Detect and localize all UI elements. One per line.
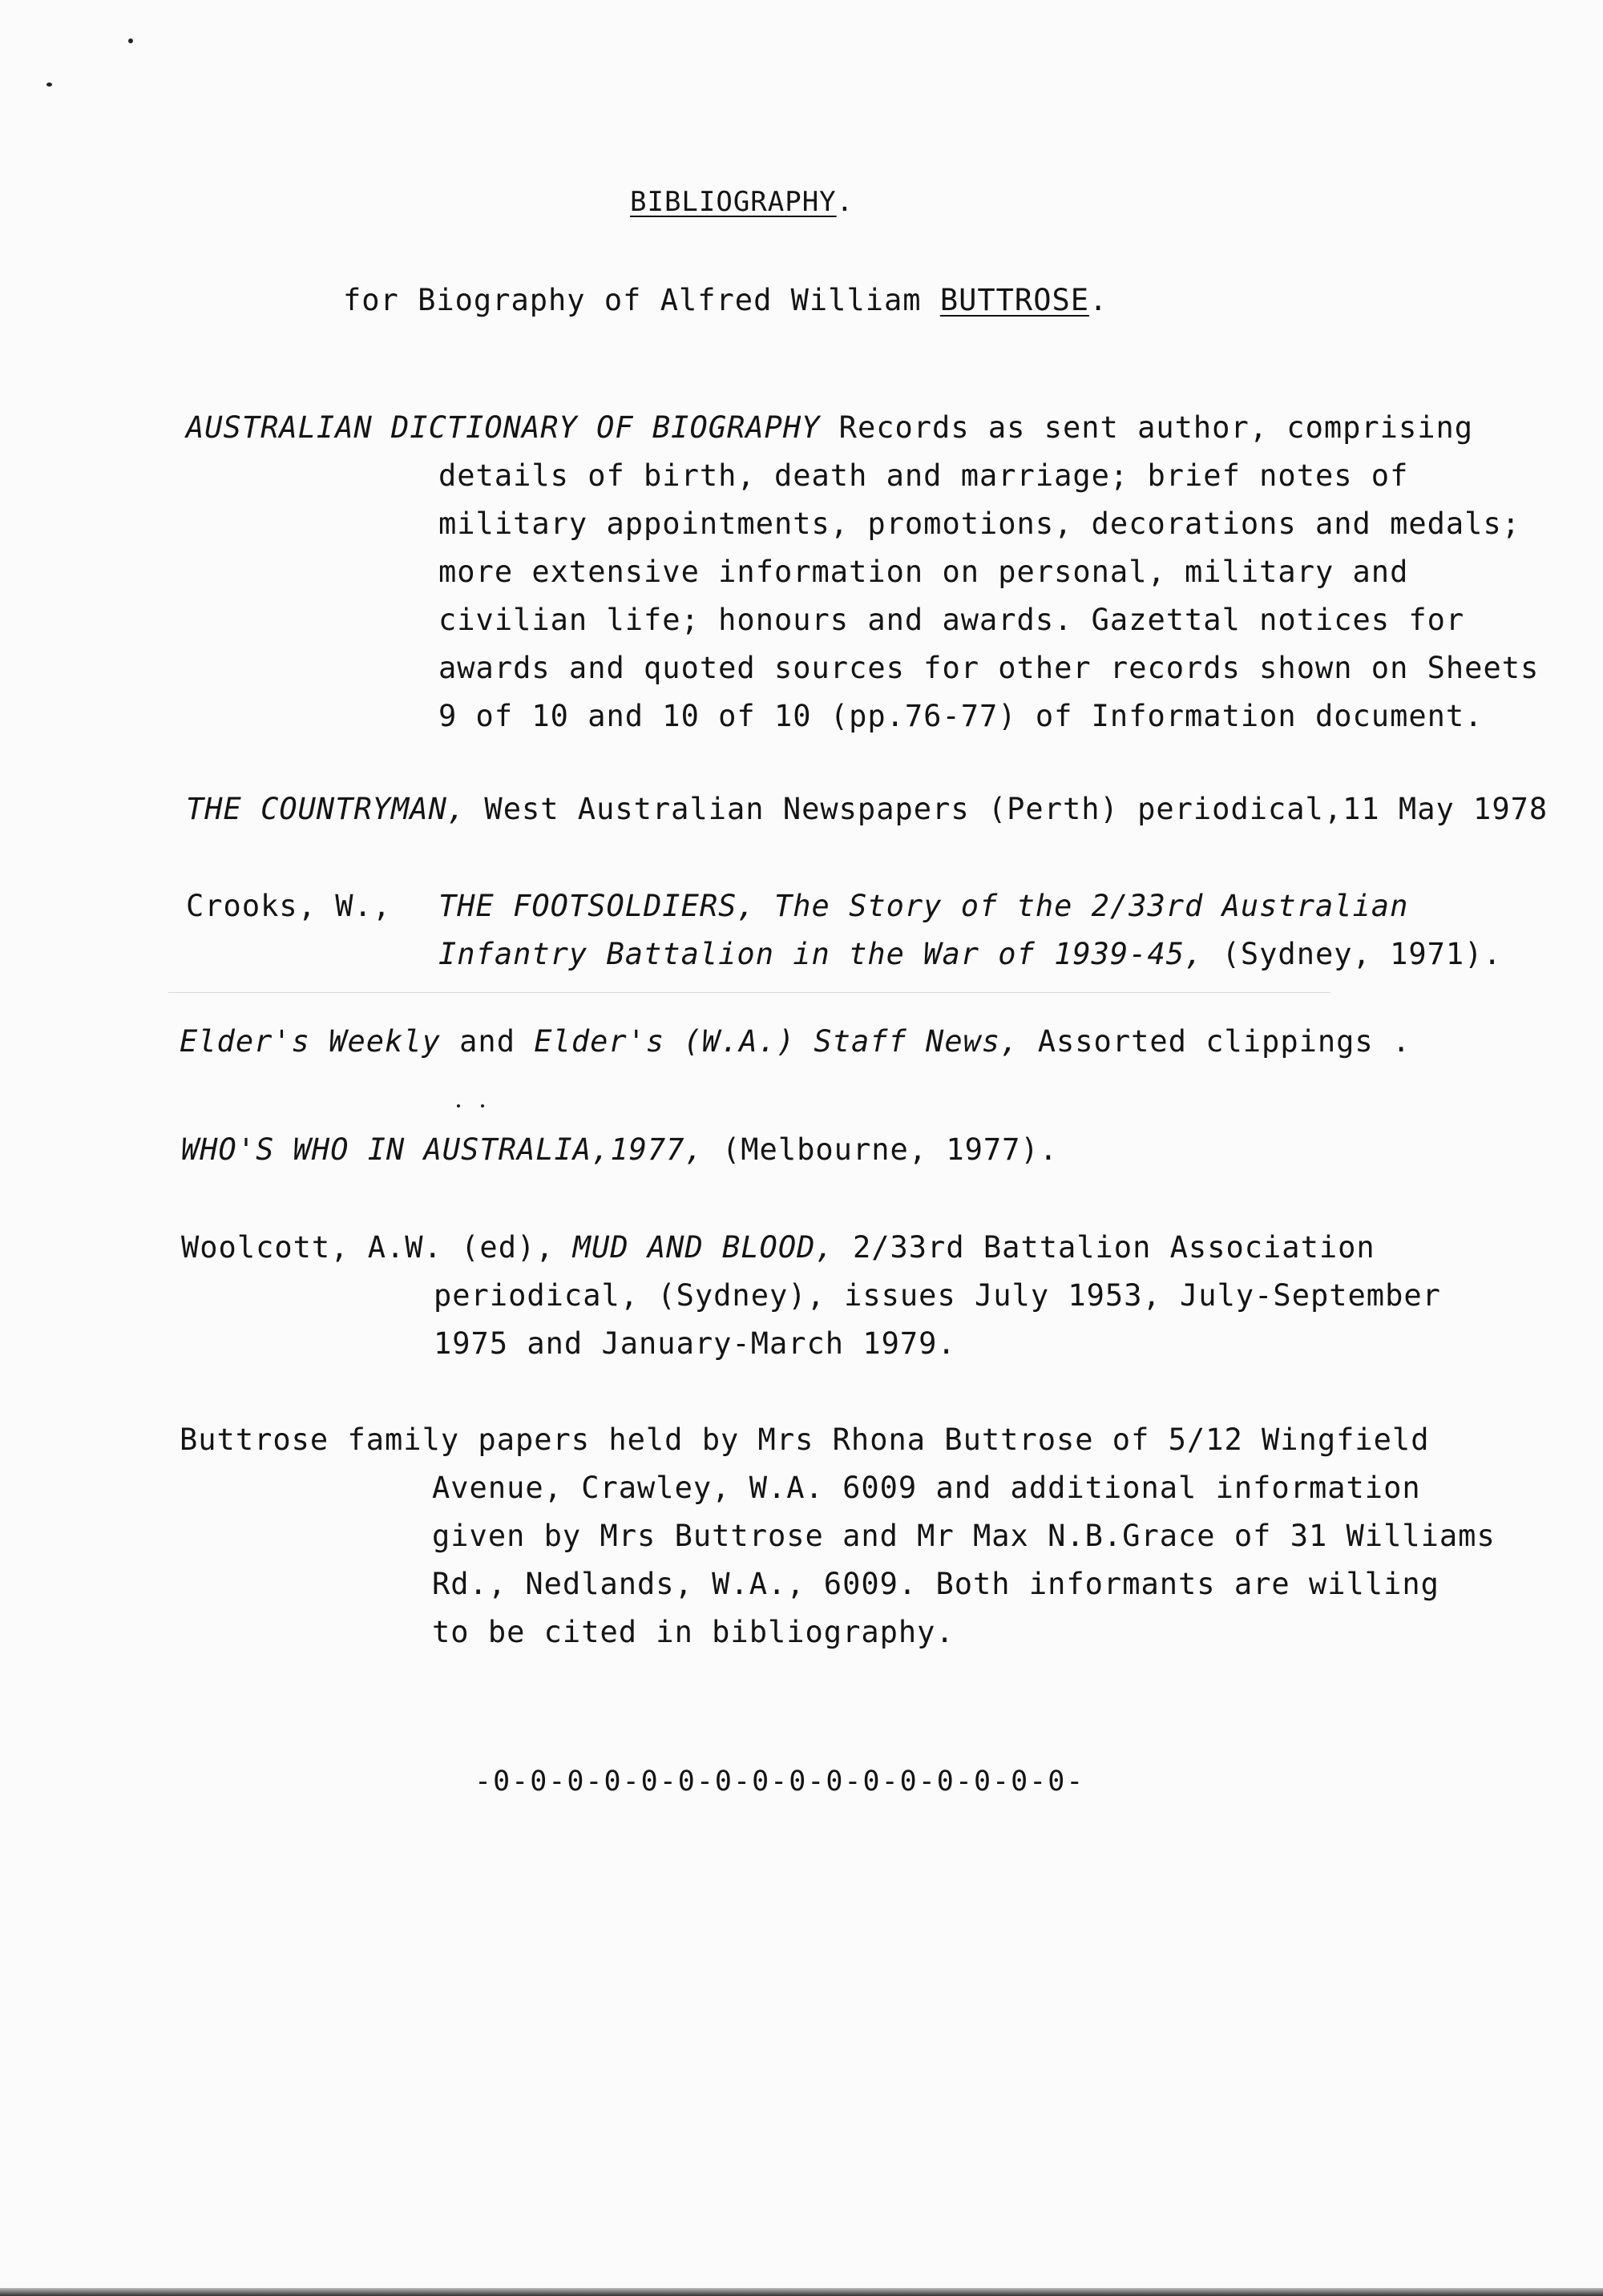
entry-title: THE COUNTRYMAN, xyxy=(186,792,466,826)
entry-text: West Australian Newspapers (Perth) periodical,11 May 1978 xyxy=(466,792,1548,826)
entry-countryman xyxy=(186,785,1548,833)
entry-woolcott xyxy=(181,1224,1441,1368)
entry-text: Records as sent author, comprising xyxy=(820,410,1474,445)
entry-line: Buttrose family papers held by Mrs Rhona Buttrose of 5/12 Wingfield xyxy=(180,1422,1430,1457)
entry-line: details of birth, death and marriage; brief notes of xyxy=(438,458,1409,493)
paper-speck xyxy=(457,1104,460,1108)
title-text: BIBLIOGRAPHY xyxy=(630,186,837,218)
section-separator: -0-0-0-0-0-0-0-0-0-0-0-0-0-0-0-0- xyxy=(474,1765,1085,1798)
entry-line: awards and quoted sources for other records shown on Sheets xyxy=(438,651,1540,685)
entry-line xyxy=(180,1018,1411,1066)
entry-title: Elder's (W.A.) Staff News, xyxy=(534,1024,1020,1059)
entry-subtitle: The Story of the 2/33rd Australian xyxy=(755,889,1409,923)
entry-title: MUD AND BLOOD, xyxy=(572,1230,834,1265)
entry-title: WHO'S WHO IN AUSTRALIA,1977, xyxy=(181,1132,704,1167)
entry-line: civilian life; honours and awards. Gazettal notices for xyxy=(438,603,1465,637)
entry-title: AUSTRALIAN DICTIONARY OF BIOGRAPHY xyxy=(186,410,821,445)
entry-author: Crooks, W., xyxy=(186,889,392,923)
paper-speck xyxy=(128,38,133,43)
subtitle-name: BUTTROSE xyxy=(939,283,1090,317)
entry-line: 9 of 10 and 10 of 10 (pp.76-77) of Information document. xyxy=(438,699,1484,733)
page-subtitle xyxy=(343,283,1108,317)
scan-bottom-edge xyxy=(0,2288,1603,2296)
entry-line: to be cited in bibliography. xyxy=(432,1615,955,1649)
paper-speck xyxy=(46,83,52,87)
entry-crooks xyxy=(186,882,1502,979)
entry-line xyxy=(186,785,1548,833)
entry-elders xyxy=(180,1018,1411,1066)
entry-text: Assorted clippings . xyxy=(1019,1024,1411,1059)
entry-line: Rd., Nedlands, W.A., 6009. Both informants are willing xyxy=(432,1567,1439,1601)
entry-line xyxy=(186,930,1502,979)
entry-subtitle: Infantry Battalion in the War of 1939-45, xyxy=(438,937,1204,971)
entry-family-papers xyxy=(180,1416,1496,1656)
entry-text: (Sydney, 1971). xyxy=(1203,937,1502,971)
entry-line xyxy=(186,882,1502,930)
entry-text: (Melbourne, 1977). xyxy=(703,1132,1058,1167)
entry-title: Elder's Weekly xyxy=(180,1024,441,1059)
entry-line: 1975 and January-March 1979. xyxy=(434,1326,956,1361)
title-period: . xyxy=(836,186,854,218)
entry-line: given by Mrs Buttrose and Mr Max N.B.Grace of 31 Williams xyxy=(432,1519,1496,1553)
entry-line xyxy=(181,1224,1441,1272)
subtitle-period: . xyxy=(1089,283,1108,317)
entry-text: 2/33rd Battalion Association xyxy=(834,1230,1375,1265)
entry-line xyxy=(186,404,1539,452)
entry-title: THE FOOTSOLDIERS, xyxy=(438,889,756,923)
entry-text: and xyxy=(440,1024,535,1059)
entry-whoswho xyxy=(181,1126,1058,1174)
entry-line: periodical, (Sydney), issues July 1953, July-September xyxy=(434,1278,1441,1313)
entry-line xyxy=(181,1126,1058,1174)
entry-adb xyxy=(186,404,1539,740)
entry-line: more extensive information on personal, military and xyxy=(438,555,1409,589)
subtitle-prefix: for Biography of Alfred William xyxy=(343,283,940,317)
scan-artifact-line xyxy=(168,992,1330,993)
page-title xyxy=(630,186,854,218)
paper-speck xyxy=(481,1104,484,1108)
entry-author: Woolcott, A.W. (ed), xyxy=(181,1230,573,1265)
entry-line: Avenue, Crawley, W.A. 6009 and additional information xyxy=(432,1471,1421,1505)
entry-line: military appointments, promotions, decorations and medals; xyxy=(438,506,1521,541)
